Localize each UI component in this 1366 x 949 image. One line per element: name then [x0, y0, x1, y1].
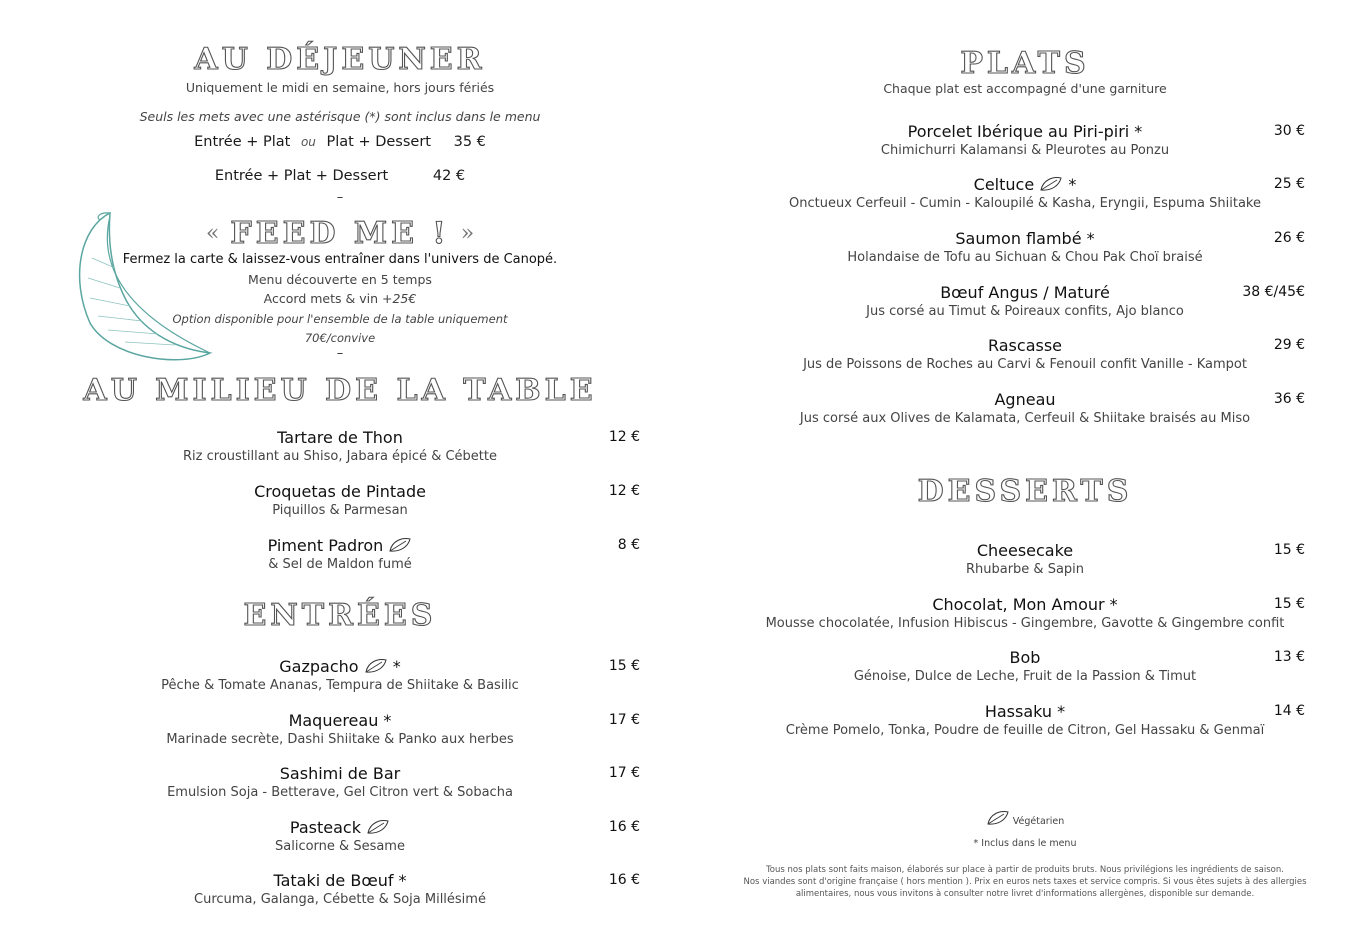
item-name: Gazpacho — [279, 657, 359, 676]
feed-me-heading — [60, 216, 620, 251]
leaf-icon — [364, 658, 388, 674]
item-name: Agneau — [994, 390, 1056, 409]
item-price: 17 € — [608, 765, 640, 781]
item-name: Pasteack — [289, 818, 361, 837]
formula-1 — [60, 134, 620, 150]
item-desc: Riz croustillant au Shiso, Jabara épicé & Cébette — [183, 449, 497, 464]
leaf-icon — [1039, 176, 1063, 192]
leaf-icon — [986, 810, 1010, 826]
item-asterisk: * — [392, 657, 401, 676]
item-name: Bœuf Angus / Maturé — [940, 283, 1110, 302]
item-name: Rascasse — [987, 336, 1063, 355]
plats-title: PLATS — [960, 46, 1090, 81]
item-name: Tataki de Bœuf * — [273, 871, 407, 890]
item-desc: Piquillos & Parmesan — [272, 503, 408, 518]
desserts-title: DESSERTS — [917, 474, 1133, 509]
item-price: 16 € — [608, 872, 640, 888]
dejeuner-subtitle: Uniquement le midi en semaine, hors jours fériés — [185, 80, 495, 95]
close-quote: » — [460, 221, 475, 246]
legend-vegetarian — [740, 810, 1310, 827]
footer-notes — [740, 864, 1310, 900]
item-desc: Onctueux Cerfeuil - Cumin - Kaloupilé & Kasha, Eryngii, Espuma Shiitake — [789, 196, 1261, 211]
item-price: 14 € — [1273, 703, 1305, 719]
item-price: 36 € — [1273, 391, 1305, 407]
formula-1-b: Plat + Dessert — [326, 134, 431, 150]
item-price: 12 € — [608, 429, 640, 445]
item-price: 15 € — [608, 658, 640, 674]
footer-line-3: alimentaires, nous vous invitons à consulter notre livret d'informations allergènes, disponible sur demande. — [795, 889, 1255, 899]
item-name: Bob — [1009, 648, 1041, 667]
divider-dash: – — [336, 190, 344, 205]
item-desc: Pêche & Tomate Ananas, Tempura de Shiitake & Basilic — [161, 678, 519, 693]
item-price: 15 € — [1273, 596, 1305, 612]
footer-line-1: Tous nos plats sont faits maison, élaborés sur place à partir de produits bruts. Nous privilégions les ingrédients de saison. — [766, 865, 1284, 875]
item-desc: Curcuma, Galanga, Cébette & Soja Millésimé — [194, 892, 486, 907]
item-name: Tartare de Thon — [277, 428, 403, 447]
item-price: 26 € — [1273, 230, 1305, 246]
formula-1-price: 35 € — [453, 134, 486, 150]
item-desc: & Sel de Maldon fumé — [268, 557, 412, 572]
item-price: 25 € — [1273, 176, 1305, 192]
item-desc: Holandaise de Tofu au Sichuan & Chou Pak Choï braisé — [847, 250, 1203, 265]
item-desc: Chimichurri Kalamansi & Pleurotes au Ponzu — [880, 143, 1170, 158]
item-name: Saumon flambé * — [955, 229, 1095, 248]
milieu-title: AU MILIEU DE LA TABLE — [83, 373, 597, 408]
item-name-row — [740, 175, 1310, 194]
feed-me-title: FEED ME ! — [230, 216, 450, 251]
footer-line-2: Nos viandes sont d'origine française ( hors mention ). Prix en euros nets taxes et service compris. Si vous êtes sujets à des allergies — [743, 877, 1307, 887]
formula-2 — [60, 168, 620, 184]
feed-me-line-5: 70€/convive — [304, 331, 376, 345]
item-name-row — [60, 657, 620, 676]
item-desc: Jus corsé aux Olives de Kalamata, Cerfeuil & Shiitake braisés au Miso — [799, 411, 1251, 426]
feed-me-line-1: Fermez la carte & laissez-vous entraîner dans l'univers de Canopé. — [122, 252, 558, 267]
plats-subtitle: Chaque plat est accompagné d'une garniture — [883, 81, 1167, 96]
item-price: 16 € — [608, 819, 640, 835]
item-desc: Crème Pomelo, Tonka, Poudre de feuille de Citron, Gel Hassaku & Genmaï — [785, 723, 1265, 738]
item-name: Piment Padron — [267, 536, 384, 555]
left-column — [60, 0, 660, 949]
feed-me-line-2: Menu découverte en 5 temps — [248, 272, 432, 287]
feed-me-line-3 — [60, 291, 620, 306]
entrees-title: ENTRÉES — [243, 598, 437, 633]
feed-me-line-3-extra: +25€ — [381, 291, 417, 306]
divider-dash-2: – — [336, 346, 344, 361]
feed-me-line-4: Option disponible pour l'ensemble de la table uniquement — [172, 312, 508, 326]
item-desc: Jus corsé au Timut & Poireaux confits, Ajo blanco — [866, 304, 1184, 319]
formula-2-price: 42 € — [432, 168, 466, 184]
item-price: 38 €/45€ — [1242, 284, 1305, 300]
item-price: 12 € — [608, 483, 640, 499]
leaf-icon — [388, 537, 412, 553]
item-price: 13 € — [1273, 649, 1305, 665]
open-quote: « — [205, 221, 220, 246]
feed-me-line-3-text: Accord mets & vin — [263, 291, 378, 306]
leaf-icon — [366, 819, 390, 835]
formula-2-label: Entrée + Plat + Dessert — [214, 168, 389, 184]
item-price: 29 € — [1273, 337, 1305, 353]
legend-included: * Inclus dans le menu — [973, 838, 1077, 849]
item-name: Hassaku * — [984, 702, 1066, 721]
dejeuner-note: Seuls les mets avec une astérisque (*) sont inclus dans le menu — [139, 109, 541, 124]
item-price: 30 € — [1273, 123, 1305, 139]
item-price: 17 € — [608, 712, 640, 728]
dejeuner-title: AU DÉJEUNER — [194, 42, 486, 77]
item-name: Sashimi de Bar — [279, 764, 401, 783]
item-price: 15 € — [1273, 542, 1305, 558]
formula-1-ou: ou — [300, 135, 316, 149]
item-name: Croquetas de Pintade — [254, 482, 426, 501]
item-name: Chocolat, Mon Amour * — [932, 595, 1118, 614]
item-desc: Emulsion Soja - Betterave, Gel Citron vert & Sobacha — [167, 785, 513, 800]
item-desc: Rhubarbe & Sapin — [965, 562, 1085, 577]
item-desc: Mousse chocolatée, Infusion Hibiscus - Gingembre, Gavotte & Gingembre confit — [765, 616, 1285, 631]
item-name-row — [60, 818, 620, 837]
item-desc: Salicorne & Sesame — [275, 839, 405, 854]
item-name: Porcelet Ibérique au Piri-piri * — [907, 122, 1143, 141]
item-name: Celtuce — [973, 175, 1035, 194]
formula-1-a: Entrée + Plat — [194, 134, 291, 150]
item-name: Cheesecake — [976, 541, 1074, 560]
right-column — [740, 0, 1340, 949]
item-price: 8 € — [617, 537, 640, 553]
legend-vegetarian-label: Végétarien — [1012, 816, 1065, 827]
item-asterisk: * — [1068, 175, 1077, 194]
item-desc: Génoise, Dulce de Leche, Fruit de la Passion & Timut — [853, 669, 1197, 684]
item-desc: Jus de Poissons de Roches au Carvi & Fenouil confit Vanille - Kampot — [803, 357, 1247, 372]
item-name-row — [60, 536, 620, 555]
item-name: Maquereau * — [288, 711, 392, 730]
item-desc: Marinade secrète, Dashi Shiitake & Panko aux herbes — [166, 732, 514, 747]
